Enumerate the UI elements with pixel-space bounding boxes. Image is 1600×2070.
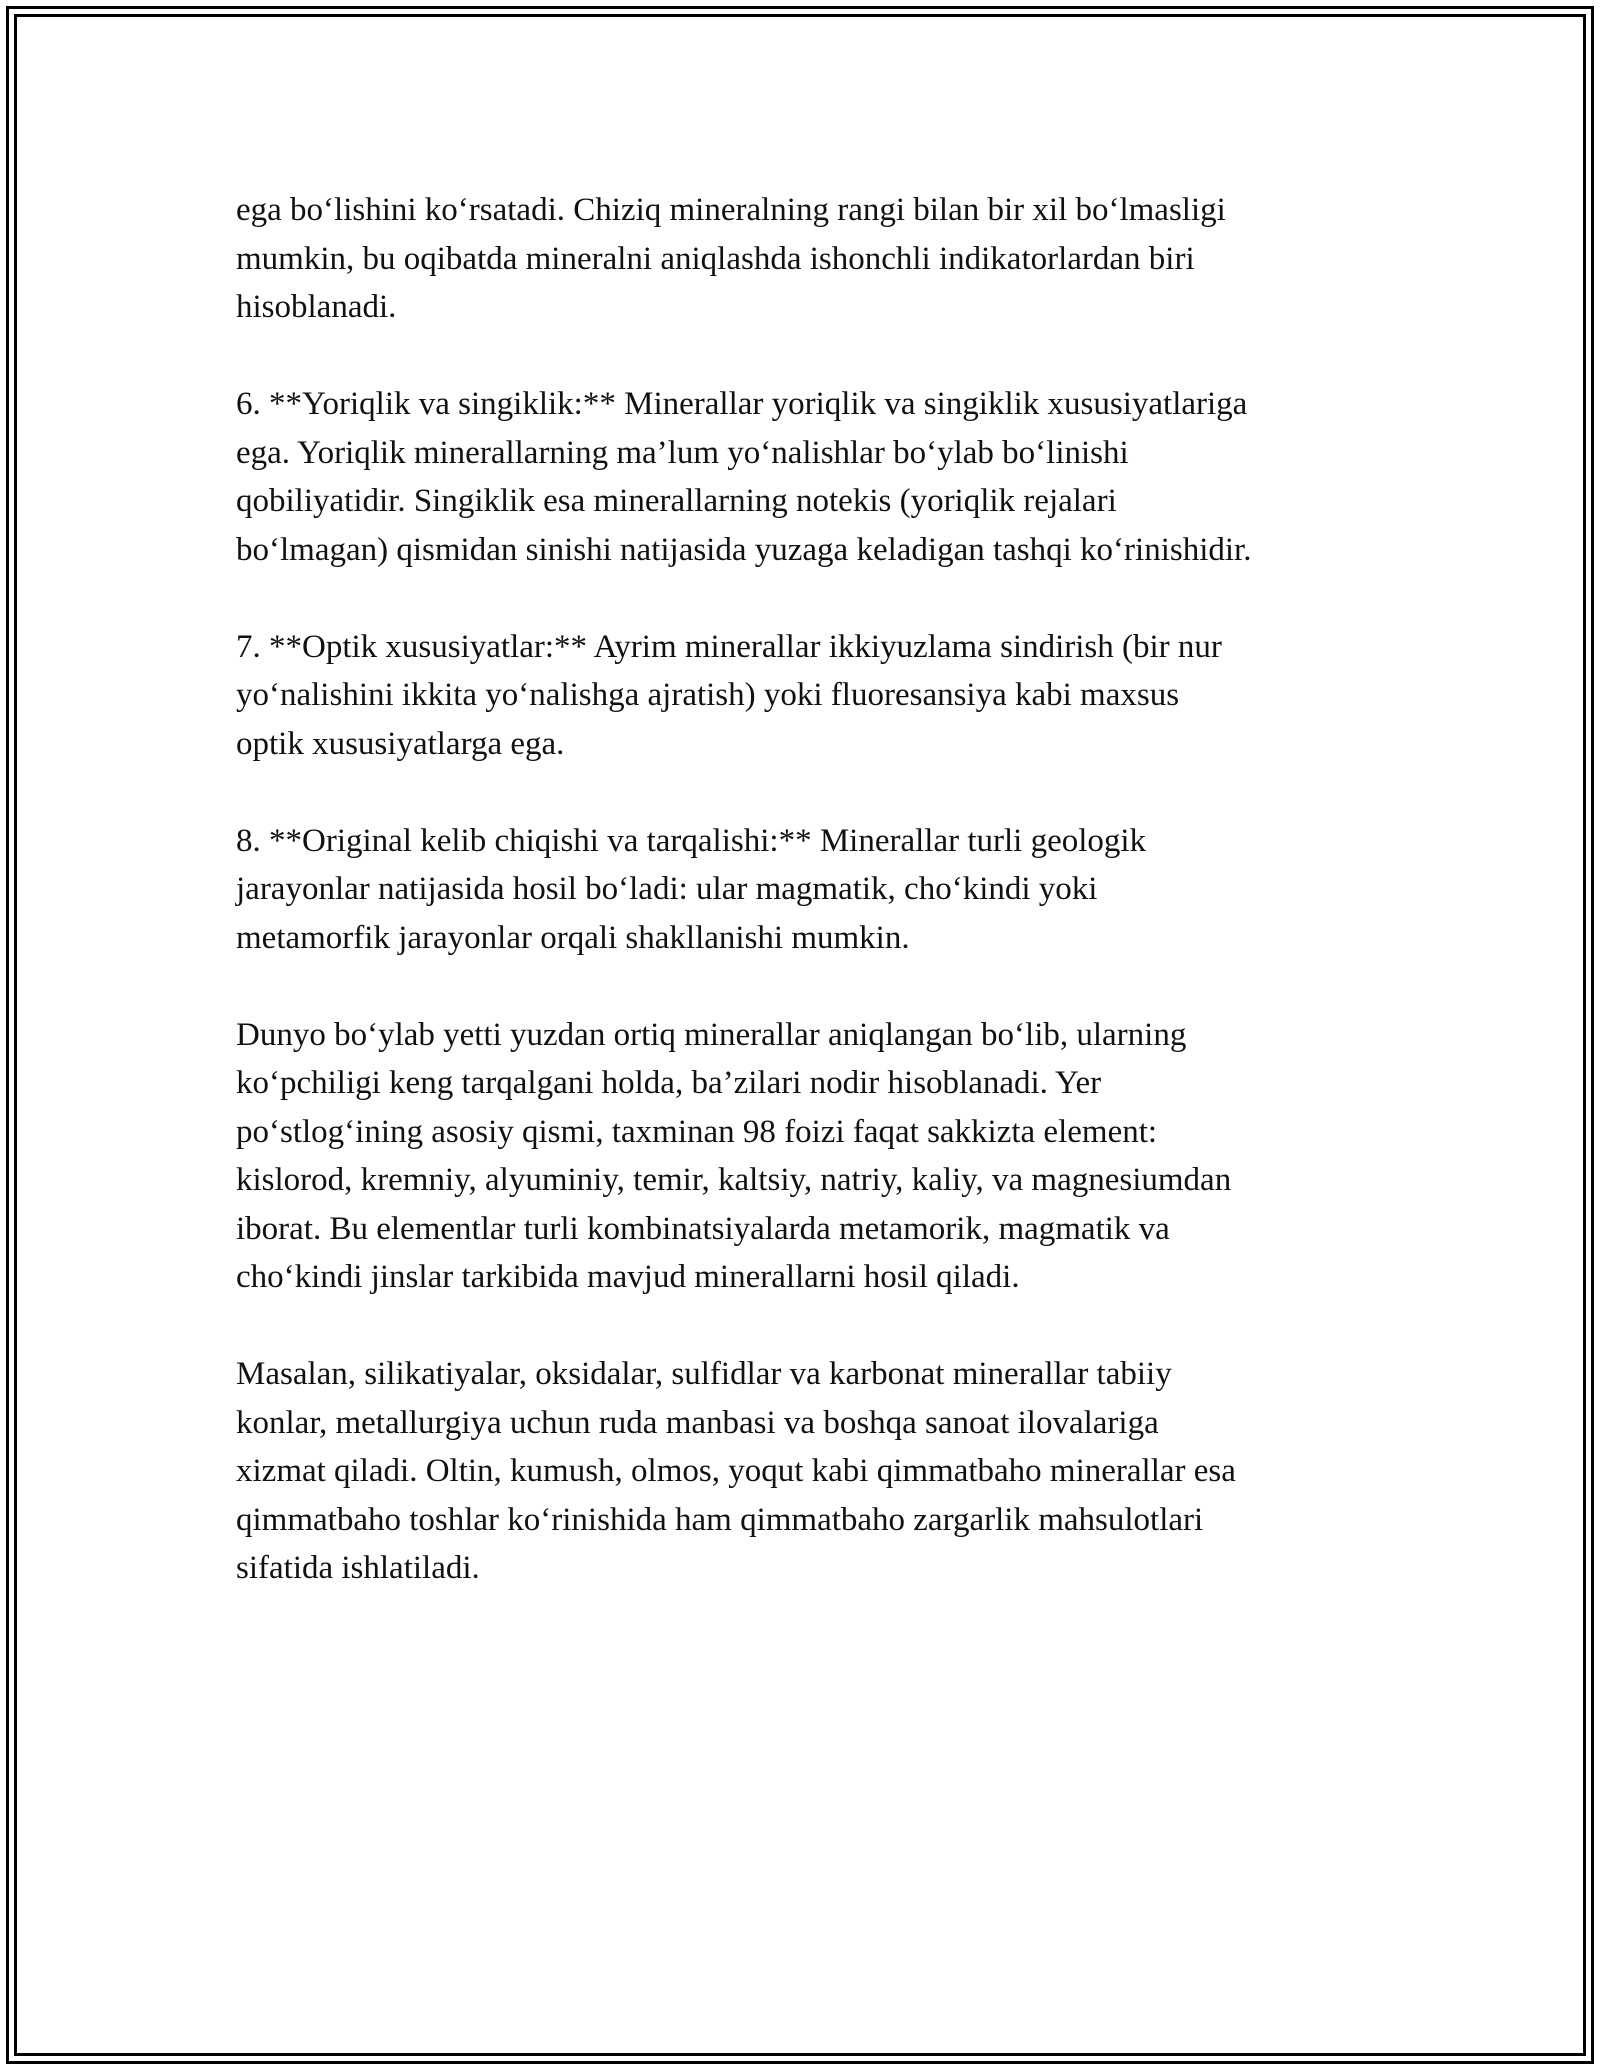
- text-line: iborat. Bu elementlar turli kombinatsiyalarda metamorik, magmatik va: [236, 1210, 1170, 1247]
- text-line: ko‘pchiligi keng tarqalgani holda, ba’zilari nodir hisoblanadi. Yer: [236, 1065, 1102, 1101]
- paragraph: [236, 817, 1384, 963]
- text-line: cho‘kindi jinslar tarkibida mavjud minerallarni hosil qiladi.: [236, 1259, 1020, 1295]
- text-line: 8. **Original kelib chiqishi va tarqalishi:** Minerallar turli geologik: [236, 822, 1147, 859]
- text-line: optik xususiyatlarga ega.: [236, 725, 565, 762]
- text-line: xizmat qiladi. Oltin, kumush, olmos, yoqut kabi qimmatbaho minerallar esa: [236, 1453, 1236, 1489]
- text-line: po‘stlog‘ining asosiy qismi, taxminan 98 foizi faqat sakkizta element:: [236, 1113, 1158, 1150]
- text-line: mumkin, bu oqibatda mineralni aniqlashda ishonchli indikatorlardan biri: [236, 240, 1195, 277]
- paragraph: [236, 623, 1384, 769]
- paragraph: [236, 1350, 1384, 1593]
- text-line: qimmatbaho toshlar ko‘rinishida ham qimmatbaho zargarlik mahsulotlari: [236, 1501, 1204, 1538]
- text-line: sifatida ishlatiladi.: [236, 1550, 480, 1586]
- text-line: Masalan, silikatiyalar, oksidalar, sulfidlar va karbonat minerallar tabiiy: [236, 1356, 1172, 1392]
- text-line: bo‘lmagan) qismidan sinishi natijasida yuzaga keladigan tashqi ko‘rinishidir.: [236, 531, 1252, 568]
- text-line: qobiliyatidir. Singiklik esa minerallarning notekis (yoriqlik rejalari: [236, 483, 1117, 519]
- text-line: Dunyo bo‘ylab yetti yuzdan ortiq minerallar aniqlangan bo‘lib, ularning: [236, 1016, 1187, 1053]
- text-line: jarayonlar natijasida hosil bo‘ladi: ular magmatik, cho‘kindi yoki: [236, 871, 1098, 907]
- text-line: ega. Yoriqlik minerallarning ma’lum yo‘nalishlar bo‘ylab bo‘linishi: [236, 434, 1129, 471]
- text-line: konlar, metallurgiya uchun ruda manbasi va boshqa sanoat ilovalariga: [236, 1404, 1159, 1441]
- text-line: 6. **Yoriqlik va singiklik:** Minerallar yoriqlik va singiklik xususiyatlariga: [236, 386, 1248, 422]
- paragraph: [236, 1011, 1384, 1302]
- text-line: ega bo‘lishini ko‘rsatadi. Chiziq mineralning rangi bilan bir xil bo‘lmasligi: [236, 192, 1226, 228]
- text-line: hisoblanadi.: [236, 289, 397, 325]
- text-line: kislorod, kremniy, alyuminiy, temir, kaltsiy, natriy, kaliy, va magnesiumdan: [236, 1162, 1232, 1198]
- paragraph: [236, 186, 1384, 332]
- document-body: [236, 186, 1384, 1641]
- paragraph: [236, 380, 1384, 574]
- text-line: 7. **Optik xususiyatlar:** Ayrim minerallar ikkiyuzlama sindirish (bir nur: [236, 628, 1222, 665]
- text-line: metamorfik jarayonlar orqali shakllanishi mumkin.: [236, 919, 910, 956]
- text-line: yo‘nalishini ikkita yo‘nalishga ajratish) yoki fluoresansiya kabi maxsus: [236, 677, 1180, 713]
